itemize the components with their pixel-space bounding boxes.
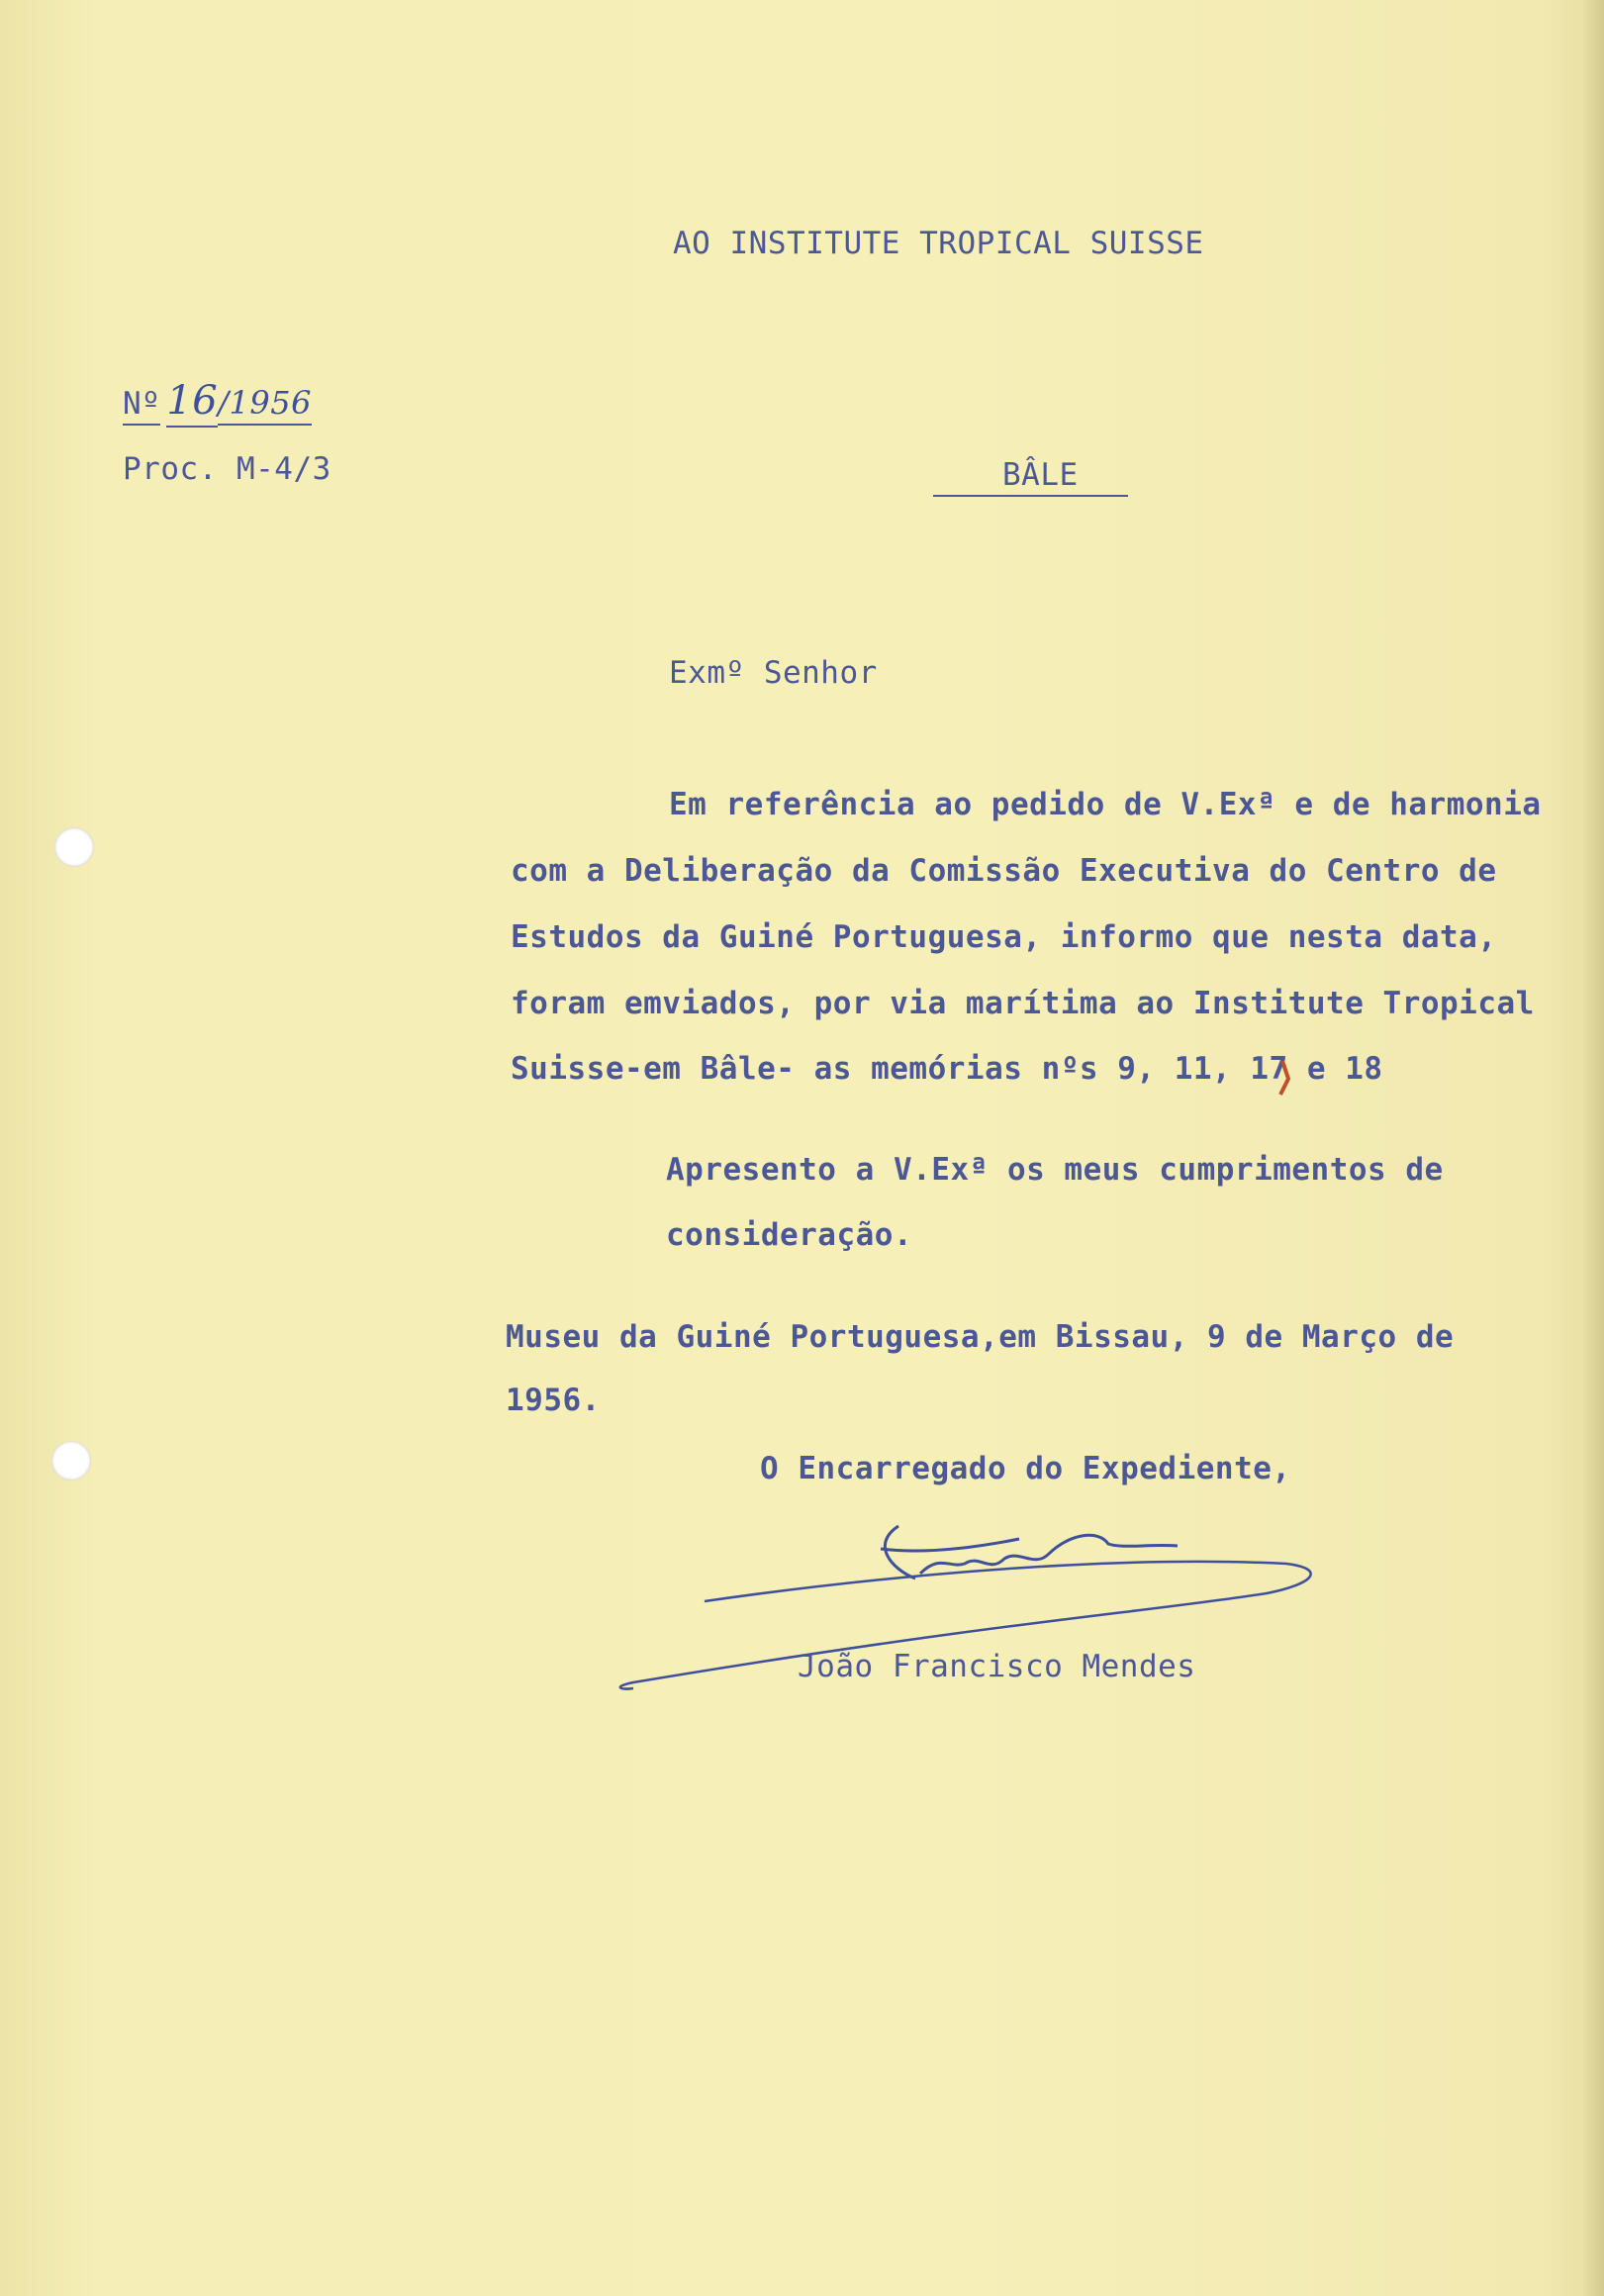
place-date-line-2: 1956. bbox=[506, 1383, 601, 1418]
closing-line-2: consideração. bbox=[666, 1217, 913, 1253]
body-line-1: Em referência ao pedido de V.Exª e de harmonia bbox=[669, 787, 1542, 822]
city: BÂLE bbox=[1002, 457, 1079, 493]
reference-number-year: /1956 bbox=[218, 384, 312, 426]
correction-mark bbox=[1280, 1061, 1288, 1095]
signature-stroke bbox=[881, 1526, 1178, 1578]
closing-line-1: Apresento a V.Exª os meus cumprimentos de bbox=[666, 1152, 1444, 1188]
signatory-title: O Encarregado do Expediente, bbox=[760, 1451, 1291, 1486]
reference-number-handwritten: 16 bbox=[166, 378, 218, 428]
body-line-4: foram emviados, por via marítima ao Institute Tropical bbox=[511, 986, 1535, 1021]
reference-number-prefix: Nº bbox=[123, 386, 160, 426]
addressee-heading: AO INSTITUTE TROPICAL SUISSE bbox=[673, 226, 1204, 261]
salutation: Exmº Senhor bbox=[669, 655, 878, 691]
place-date-line-1: Museu da Guiné Portuguesa,em Bissau, 9 de Março de bbox=[506, 1319, 1455, 1355]
process-reference: Proc. M-4/3 bbox=[123, 451, 331, 487]
signatory-name: João Francisco Mendes bbox=[798, 1649, 1196, 1684]
body-line-3: Estudos da Guiné Portuguesa, informo que nesta data, bbox=[511, 919, 1497, 955]
body-line-5: Suisse-em Bâle- as memórias nºs 9, 11, 17 e 18 bbox=[511, 1051, 1383, 1087]
body-line-2: com a Deliberação da Comissão Executiva do Centro de bbox=[511, 853, 1497, 889]
